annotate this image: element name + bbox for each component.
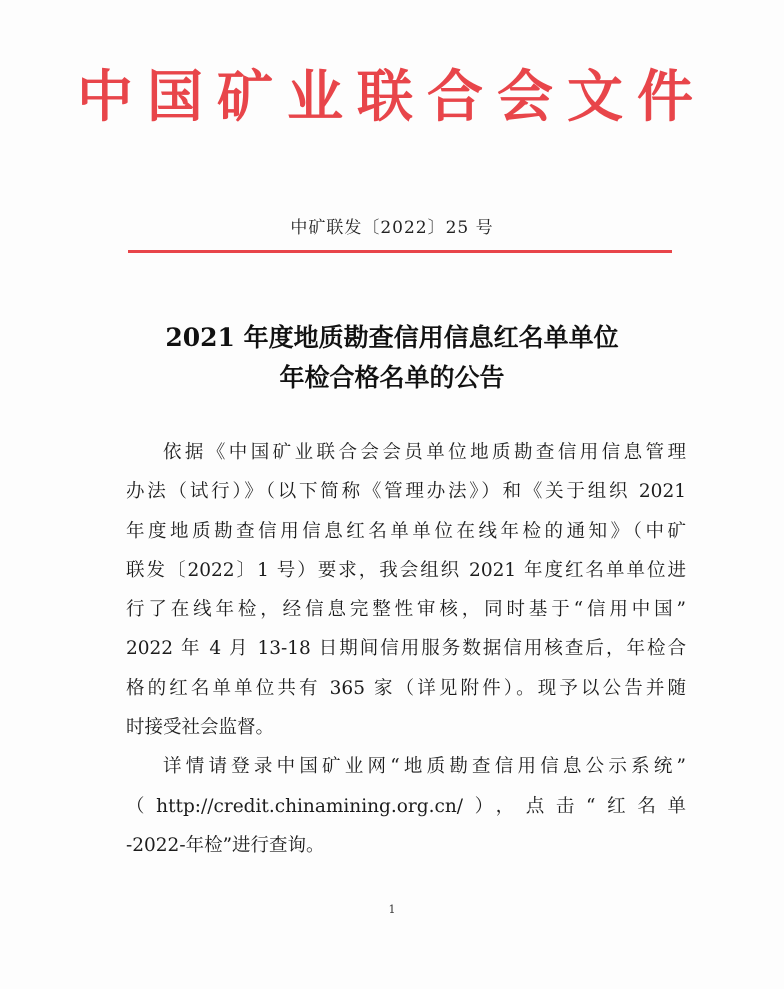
paragraph-1-line: 办法（试行）》（以下简称《管理办法》）和《关于组织 2021 (126, 481, 686, 503)
paragraph-2-line: -2022-年检”进行查询。 (126, 834, 325, 856)
masthead-title: 中国矿业联合会文件 (77, 65, 707, 130)
paragraph-1-line: 时接受社会监督。 (126, 717, 275, 739)
paragraph-1-line: 行了在线年检，经信息完整性审核，同时基于“信用中国” (126, 599, 686, 621)
announcement-title-line-2: 年检合格名单的公告 (279, 363, 505, 392)
page-number: 1 (388, 903, 396, 916)
paragraph-1-line: 年度地质勘查信用信息红名单单位在线年检的通知》（中矿 (126, 520, 686, 542)
document-number: 中矿联发〔2022〕25 号 (290, 218, 494, 238)
paragraph-1-line: 格的红名单单位共有 365 家（详见附件）。现予以公告并随 (126, 677, 686, 699)
paragraph-2-line: （http://credit.chinamining.org.cn/），点击“红名单 (126, 795, 686, 817)
red-divider-rule (128, 250, 672, 253)
announcement-body (126, 433, 686, 865)
paragraph-1-line: 2022 年 4 月 13-18 日期间信用服务数据信用核查后，年检合 (126, 638, 686, 660)
announcement-title (0, 318, 784, 398)
announcement-title-line-1: 2021 年度地质勘查信用信息红名单单位 (165, 323, 619, 352)
paragraph-1-line: 联发〔2022〕1 号）要求，我会组织 2021 年度红名单单位进 (126, 559, 686, 581)
paragraph-2-line: 详情请登录中国矿业网“地质勘查信用信息公示系统” (163, 756, 686, 778)
paragraph-1-line: 依据《中国矿业联合会会员单位地质勘查信用信息管理 (163, 442, 686, 463)
